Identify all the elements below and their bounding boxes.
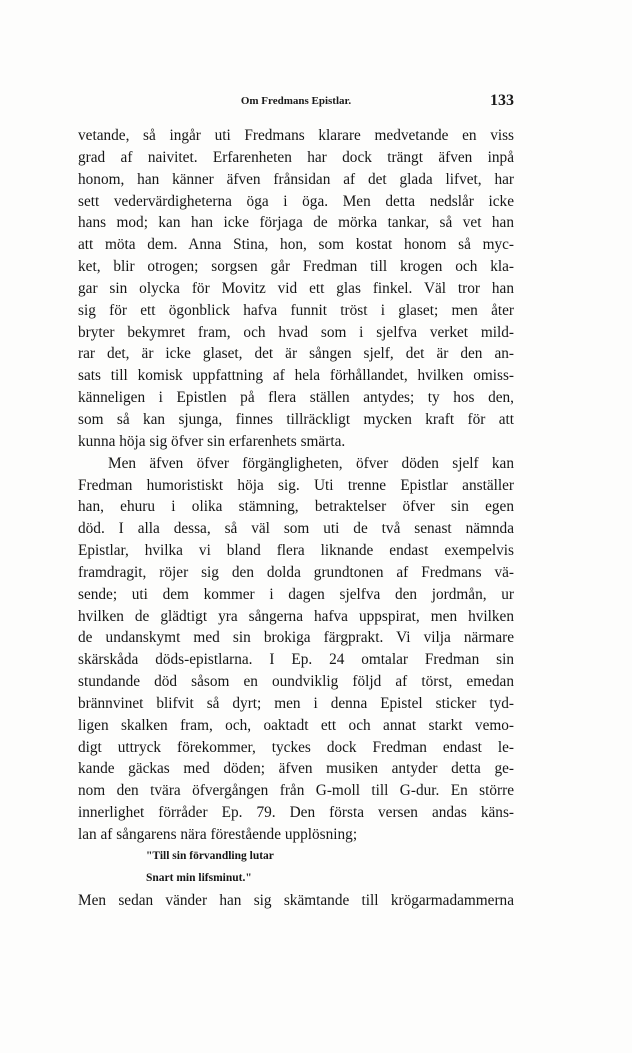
text-line: brännvinet blifvit så dyrt; men i denna Epistel sticker tyd- xyxy=(78,694,514,712)
text-line: framdragit, röjer sig den dolda grundtonen af Fredmans vä- xyxy=(78,563,514,581)
page-number: 133 xyxy=(490,92,514,109)
text-line: grad af naivitet. Erfarenheten har dock trängt äfven inpå xyxy=(78,148,514,166)
text-line: hans mod; kan han icke förjaga de mörka tankar, så vet han xyxy=(78,214,514,232)
text-line: känneligen i Epistlen på flera ställen antydes; ty hos den, xyxy=(78,389,514,407)
text-line: kunna höja sig öfver sin erfarenhets smärta. xyxy=(78,432,346,450)
verse-quote-line: "Till sin förvandling lutar xyxy=(146,849,274,862)
running-title: Om Fredmans Epistlar. xyxy=(240,95,352,107)
text-line: ligen skalken fram, och, oaktadt ett och annat starkt vemo- xyxy=(78,716,514,734)
text-line: innerlighet förråder Ep. 79. Den första versen andas käns- xyxy=(78,804,514,822)
text-line: skärskåda döds-epistlarna. I Ep. 24 omtalar Fredman sin xyxy=(78,651,514,669)
text-line: död. I alla dessa, så väl som uti de två senast nämnda xyxy=(78,520,514,538)
verse-quote-line: Snart min lifsminut." xyxy=(146,871,252,884)
text-line: digt uttryck förekommer, tyckes dock Fredman endast le- xyxy=(78,738,514,756)
text-line: kande gäckas med döden; äfven musiken antyder detta ge- xyxy=(78,760,514,778)
text-line: att möta dem. Anna Stina, hon, som kostat honom så myc- xyxy=(78,236,514,254)
text-line: sig för ett ögonblick hafva funnit tröst i glaset; men åter xyxy=(78,301,514,319)
text-line: vetande, så ingår uti Fredmans klarare medvetande en viss xyxy=(78,127,514,144)
text-line: han, ehuru i olika stämning, betraktelser öfver sin egen xyxy=(78,498,514,516)
body-text xyxy=(78,125,514,911)
running-head xyxy=(78,92,514,112)
text-line: stundande död såsom en oundviklig följd af törst, emedan xyxy=(78,673,514,691)
text-line: hvilken de glädtigt yra sångerna hafva uppspirat, men hvilken xyxy=(78,607,514,625)
text-line: de undanskymt med sin brokiga färgprakt. Vi vilja närmare xyxy=(78,629,514,647)
text-line: lan af sångarens nära förestående upplösning; xyxy=(78,826,358,843)
text-line: sende; uti dem kommer i dagen sjelfva den jordmån, ur xyxy=(78,585,514,603)
text-line: Fredman humoristiskt höja sig. Uti trenne Epistlar anställer xyxy=(78,476,514,494)
text-line: rar det, är icke glaset, det är sången sjelf, det är den an- xyxy=(78,345,514,363)
text-line: sett vedervärdigheterna öga i öga. Men detta nedslår icke xyxy=(78,192,514,210)
text-line: bryter bekymret fram, och hvad som i sjelfva verket mild- xyxy=(78,323,514,341)
text-line: nom den tvära öfvergången från G-moll till G-dur. En större xyxy=(78,782,514,800)
text-line: sats till komisk uppfattning af hela förhållandet, hvilken omiss- xyxy=(78,367,514,385)
text-line: som så kan sjunga, finnes tillräckligt mycken kraft för att xyxy=(78,410,514,428)
text-line: honom, han känner äfven frånsidan af det glada lifvet, har xyxy=(78,170,514,188)
text-line: ket, blir otrogen; sorgsen går Fredman till krogen och kla- xyxy=(78,258,514,276)
text-line: Men sedan vänder han sig skämtande till krögarmadammerna xyxy=(78,891,514,909)
paragraph-start-line: Men äfven öfver förgängligheten, öfver döden sjelf kan xyxy=(108,454,514,472)
text-line: gar sin olycka för Movitz vid ett glas finkel. Väl tror han xyxy=(78,279,514,297)
text-line: Epistlar, hvilka vi bland flera liknande endast exempelvis xyxy=(78,542,514,560)
